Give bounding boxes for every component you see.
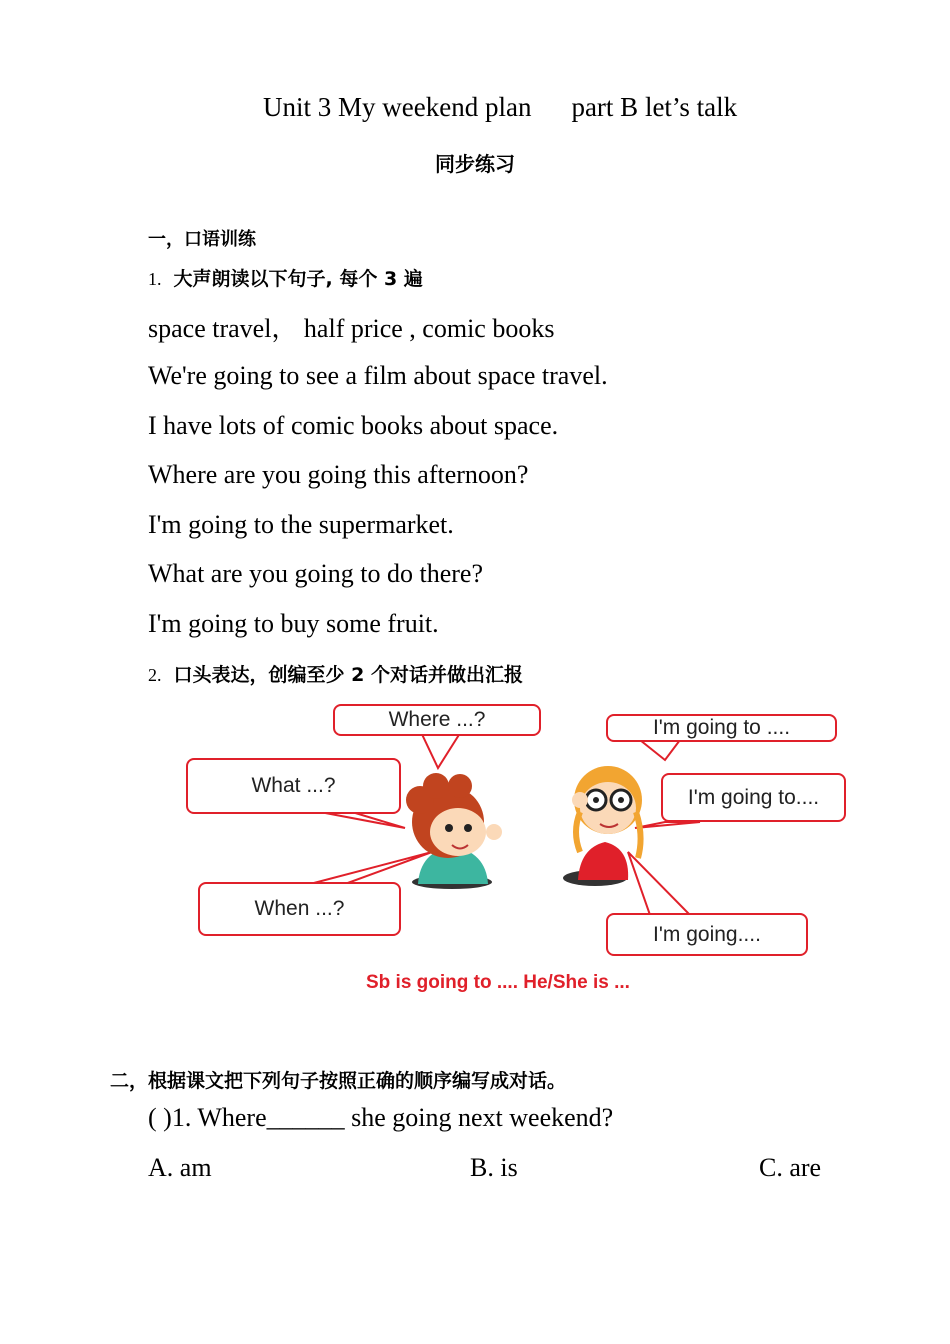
- bubble-where: Where ...?: [333, 704, 541, 736]
- title-unit: Unit 3 My weekend plan: [263, 92, 532, 122]
- sentence-2: I have lots of comic books about space.: [148, 411, 559, 440]
- title-part: part B let’s talk: [571, 92, 738, 122]
- option-a: A. am: [148, 1153, 212, 1182]
- tail-what: [320, 812, 405, 828]
- page-subtitle: 同步练习: [435, 152, 515, 176]
- section1-heading: 一，口语训练: [148, 229, 256, 250]
- item1-text: 大声朗读以下句子, 每个 3 遍: [173, 268, 423, 290]
- sentence-4: I'm going to the supermarket.: [148, 510, 454, 539]
- item1-number: 1.: [148, 269, 162, 289]
- sentence-6: I'm going to buy some fruit.: [148, 609, 439, 638]
- bubble-going-1: I'm going to ....: [606, 714, 837, 742]
- girl-left-icon: [406, 773, 502, 889]
- illustration-caption: Sb is going to .... He/She is ...: [366, 972, 630, 993]
- bubble-what: What ...?: [186, 758, 401, 814]
- sentence-3: Where are you going this afternoon?: [148, 460, 529, 489]
- option-c: C. are: [759, 1153, 822, 1182]
- tail-going2: [635, 822, 700, 828]
- tail-going1: [640, 740, 680, 760]
- phrase-line: space travel， half price , comic books: [148, 314, 555, 343]
- bubble-going-3: I'm going....: [606, 913, 808, 956]
- tail-when: [310, 852, 432, 884]
- tail-going3: [628, 852, 690, 915]
- sentence-5: What are you going to do there?: [148, 559, 483, 588]
- option-b: B. is: [470, 1153, 518, 1182]
- girl-right-icon: [563, 766, 642, 886]
- sentence-1: We're going to see a film about space travel.: [148, 361, 608, 390]
- item2-number: 2.: [148, 665, 162, 685]
- section2-heading: 二，根据课文把下列句子按照正确的顺序编写成对话。: [110, 1070, 567, 1092]
- item2-text: 口头表达，创编至少 2 个对话并做出汇报: [173, 664, 523, 686]
- bubble-going-2: I'm going to....: [661, 773, 846, 822]
- question-1: ( )1. Where______ she going next weekend?: [148, 1103, 614, 1132]
- bubble-when: When ...?: [198, 882, 401, 936]
